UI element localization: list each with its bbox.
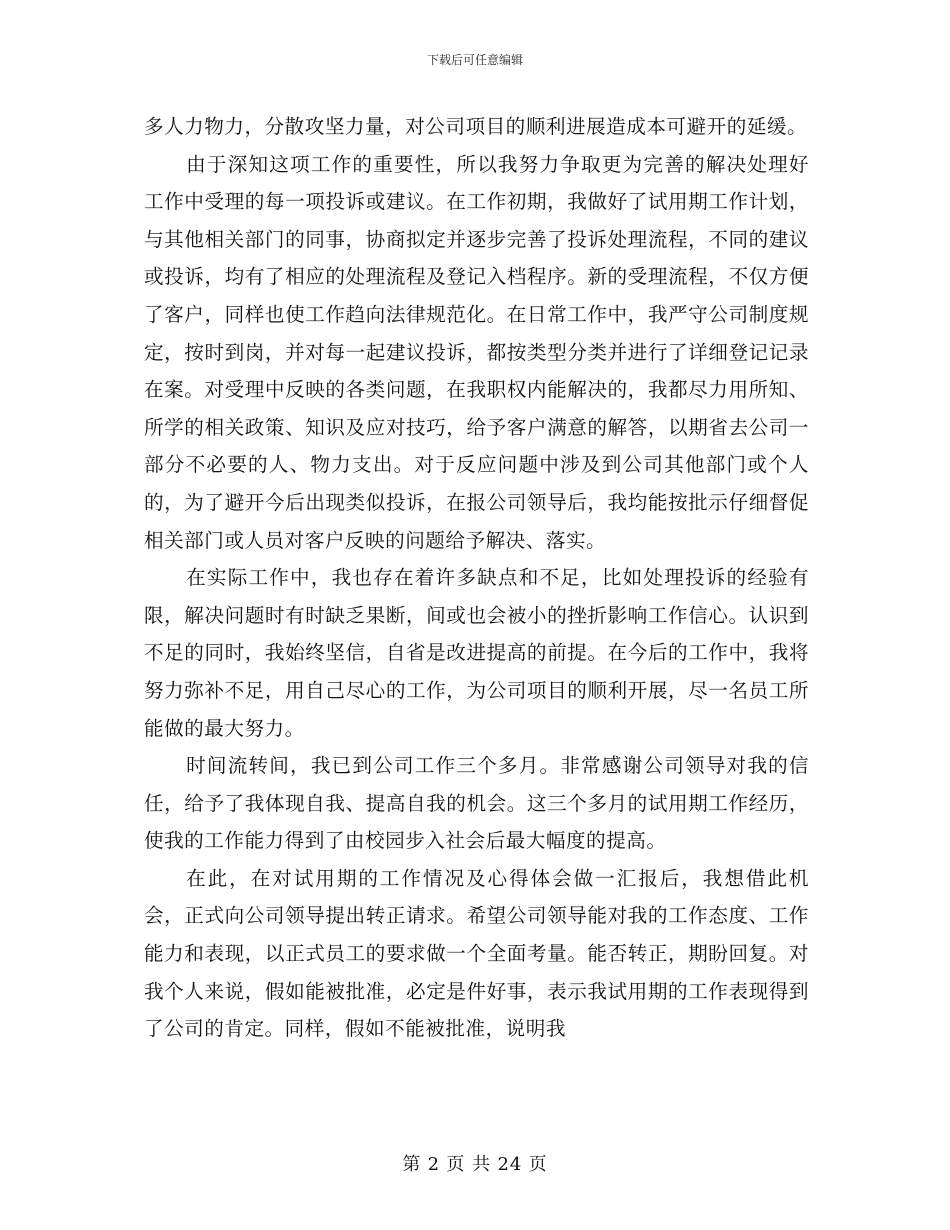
footer-middle: 页 共 [446, 1154, 492, 1175]
footer-prefix: 第 [402, 1154, 422, 1175]
paragraph-3: 在实际工作中，我也存在着许多缺点和不足，比如处理投诉的经验有限，解决问题时有时缺乏果断，间或也会被小的挫折影响工作信心。认识到不足的同时，我始终坚信，自省是改进提高的前提。在今后的工作中，我将努力弥补不足，用自己尽心的工作，为公司项目的顺利开展，尽一名员工所能做的最大努力。 [144, 566, 809, 740]
page-number-total: 24 [497, 1154, 523, 1175]
paragraph-4: 时间流转间，我已到公司工作三个多月。非常感谢公司领导对我的信任，给予了我体现自我、提高自我的机会。这三个多月的试用期工作经历，使我的工作能力得到了由校园步入社会后最大幅度的提高。 [144, 754, 809, 853]
page-header: 下载后可任意编辑 [426, 53, 523, 67]
paragraph-5: 在此，在对试用期的工作情况及心得体会做一汇报后，我想借此机会，正式向公司领导提出转正请求。希望公司领导能对我的工作态度、工作能力和表现，以正式员工的要求做一个全面考量。能否转正，期盼回复。对我个人来说，假如能被批准，必定是件好事，表示我试用期的工作表现得到了公司的肯定。同样，假如不能被批准，说明我 [144, 866, 809, 1041]
page-footer [0, 1153, 950, 1177]
footer-suffix: 页 [528, 1154, 548, 1175]
paragraph-1: 多人力物力，分散攻坚力量，对公司项目的顺利进展造成本可避开的延缓。 [144, 115, 808, 138]
page-number-current: 2 [427, 1154, 441, 1175]
paragraph-2: 由于深知这项工作的重要性，所以我努力争取更为完善的解决处理好工作中受理的每一项投诉或建议。在工作初期，我做好了试用期工作计划，与其他相关部门的同事，协商拟定并逐步完善了投诉处理流程，不同的建议或投诉，均有了相应的处理流程及登记入档程序。新的受理流程，不仅方便了客户，同样也使工作趋向法律规范化。在日常工作中，我严守公司制度规定，按时到岗，并对每一起建议投诉，都按类型分类并进行了详细登记记录在案。对受理中反映的各类问题，在我职权内能解决的，我都尽力用所知、所学的相关政策、知识及应对技巧，给予客户满意的解答，以期省去公司一部分不必要的人、物力支出。对于反应问题中涉及到公司其他部门或个人的，为了避开今后出现类似投诉，在报公司领导后，我均能按批示仔细督促相关部门或人员对客户反映的问题给予解决、落实。 [144, 152, 809, 552]
document-body [144, 108, 809, 1048]
